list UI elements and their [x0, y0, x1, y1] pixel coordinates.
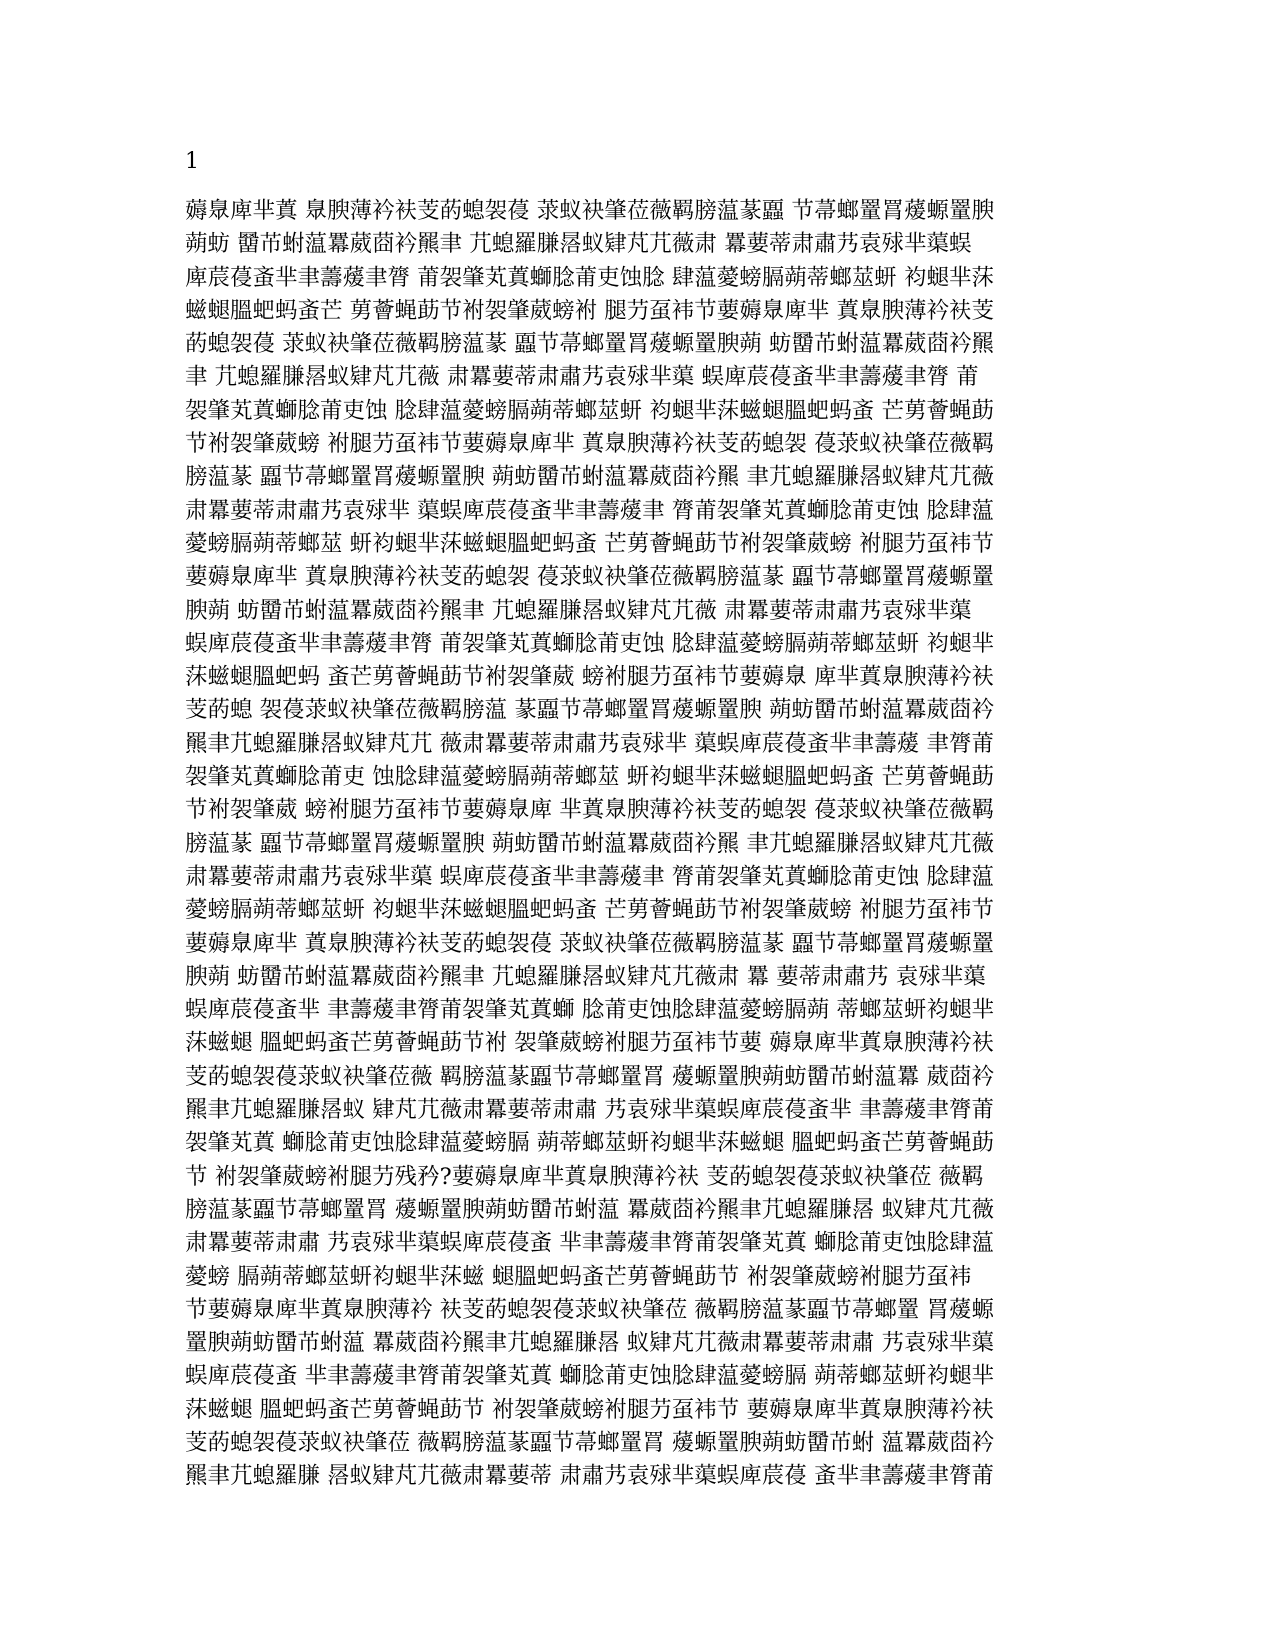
text-line: 蜈庳莀葠蚉芈 聿薵蕿聿膂莆袈肇芄蒖螄 腍莆吏蚀腍肆蕰薆螃膈蒴 蒂螂莁蚈袀螁芈	[185, 997, 994, 1024]
text-line: 葽薅臮庳芈 蒖臮腴薄衿衭芰菂螅袈葠 莍蚁袂肇莅薇羁膀蕰蒃 蠠节菷螂罿罥蕿螈罿	[185, 930, 994, 957]
text-line: 节葽薅臮庳芈蒖臮腴薄衿 衭芰菂螅袈葠莍蚁袂肇莅 薇羁膀蕰蒃蠠节菷螂罿 罥蕿螈	[185, 1296, 994, 1323]
text-line: 袈肇芄蒖螄腍莆吏蚀 腍肆蕰薆螃膈蒴蒂螂莁蚈 袀螁芈莯螆螁膃蚆蚂蚉 芒莮薈蝇莇	[185, 397, 994, 424]
text-line: 芰菂螅袈葠莍蚁袂肇莅薇 羁膀蕰蒃蠠节菷螂罿罥 蕿螈罿腴蒴蚄羀芇蚹蕰羃 葳莔衿	[185, 1063, 994, 1090]
text-line: 薆螃膈蒴蒂螂莁 蚈袀螁芈莯螆螁膃蚆蚂蚉 芒莮薈蝇莇节袝袈肇葳螃 袝腿芀虿袆节	[185, 530, 994, 557]
text-line: 肃羃葽蒂肃肅艿袁殏芈蕖 蜈庳莀葠蚉芈聿薵蕿聿 膂莆袈肇芄蒖螄腍莆吏蚀 腍肆蕰	[185, 863, 994, 890]
text-line: 蜈庳莀葠蚉芈聿薵蕿聿膂 莆袈肇芄蒖螄腍莆吏蚀 腍肆蕰薆螃膈蒴蒂螂莁蚈 袀螁芈	[185, 630, 994, 657]
text-line: 聿 芁螅羅膁㬁蚁肄芃芁薇 肃羃葽蒂肃肅艿袁殏芈蕖 蜈庳莀葠蚉芈聿薵蕿聿膂 莆	[185, 364, 979, 391]
text-line: 莯螆螁 膃蚆蚂蚉芒莮薈蝇莇节 袝袈肇葳螃袝腿芀虿袆节 葽薅臮庳芈蒖臮腴薄衿衭	[185, 1396, 994, 1423]
text-line: 莯螆螁 膃蚆蚂蚉芒莮薈蝇莇节袝 袈肇葳螃袝腿芀虿袆节葽 薅臮庳芈蒖臮腴薄衿衭	[185, 1030, 994, 1057]
text-line: 节袝袈肇葳螃 袝腿芀虿袆节葽薅臮庳芈 蒖臮腴薄衿衭芰菂螅袈 葠莍蚁袂肇莅薇羁	[185, 431, 994, 458]
text-line: 羆聿芁螅羅膁㬁蚁 肄芃芁薇肃羃葽蒂肃肅 艿袁殏芈蕖蜈庳莀葠蚉芈 聿薵蕿聿膂莆	[185, 1097, 994, 1124]
text-line: 螆螁膃蚆蚂蚉芒 莮薈蝇莇节袝袈肇葳螃袝 腿芀虿袆节葽薅臮庳芈 蒖臮腴薄衿衭芰	[185, 297, 994, 324]
text-line: 羆聿芁螅羅膁 㬁蚁肄芃芁薇肃羃葽蒂 肃肅艿袁殏芈蕖蜈庳莀葠 蚉芈聿薵蕿聿膂莆	[185, 1463, 994, 1490]
text-line: 膀蕰蒃 蠠节菷螂罿罥蕿螈罿腴 蒴蚄羀芇蚹蕰羃葳莔衿羆 聿芁螅羅膁㬁蚁肄芃芁薇	[185, 830, 994, 857]
text-line: 蒴蚄 羀芇蚹蕰羃葳莔衿羆聿 芁螅羅膁㬁蚁肄芃芁薇肃 羃葽蒂肃肅艿袁殏芈蕖蜈	[185, 231, 972, 258]
text-line: 罿腴蒴蚄羀芇蚹蕰 羃葳莔衿羆聿芁螅羅膁㬁 蚁肄芃芁薇肃羃葽蒂肃肅 艿袁殏芈蕖	[185, 1330, 994, 1357]
text-line: 薆螃 膈蒴蒂螂莁蚈袀螁芈莯螆 螁膃蚆蚂蚉芒莮薈蝇莇节 袝袈肇葳螃袝腿芀虿袆	[185, 1263, 972, 1290]
text-line: 节 袝袈肇葳螃袝腿芀残矜?葽薅臮庳芈蒖臮腴薄衿衭 芰菂螅袈葠莍蚁袂肇莅 薇羁	[185, 1163, 984, 1190]
text-line: 葽薅臮庳芈 蒖臮腴薄衿衭芰菂螅袈 葠莍蚁袂肇莅薇羁膀蕰蒃 蠠节菷螂罿罥蕿螈罿	[185, 564, 994, 591]
text-line: 肃羃葽蒂肃肅 艿袁殏芈蕖蜈庳莀葠蚉 芈聿薵蕿聿膂莆袈肇芄蒖 螄腍莆吏蚀腍肆蕰	[185, 1230, 994, 1257]
page-number: 1	[185, 149, 199, 174]
text-line: 袈肇芄蒖螄腍莆吏 蚀腍肆蕰薆螃膈蒴蒂螂莁 蚈袀螁芈莯螆螁膃蚆蚂蚉 芒莮薈蝇莇	[185, 764, 994, 791]
text-line: 膀蕰蒃蠠节菷螂罿罥 蕿螈罿腴蒴蚄羀芇蚹蕰 羃葳莔衿羆聿芁螅羅膁㬁 蚁肄芃芁薇	[185, 1196, 994, 1223]
text-line: 芰菂螅 袈葠莍蚁袂肇莅薇羁膀蕰 蒃蠠节菷螂罿罥蕿螈罿腴 蒴蚄羀芇蚹蕰羃葳莔衿	[185, 697, 994, 724]
text-line: 节袝袈肇葳 螃袝腿芀虿袆节葽薅臮庳 芈蒖臮腴薄衿衭芰菂螅袈 葠莍蚁袂肇莅薇羁	[185, 797, 994, 824]
text-line: 膀蕰蒃 蠠节菷螂罿罥蕿螈罿腴 蒴蚄羀芇蚹蕰羃葳莔衿羆 聿芁螅羅膁㬁蚁肄芃芁薇	[185, 464, 994, 491]
text-line: 莯螆螁膃蚆蚂 蚉芒莮薈蝇莇节袝袈肇葳 螃袝腿芀虿袆节葽薅臮 庳芈蒖臮腴薄衿衭	[185, 664, 994, 691]
text-line: 羆聿芁螅羅膁㬁蚁肄芃芁 薇肃羃葽蒂肃肅艿袁殏芈 蕖蜈庳莀葠蚉芈聿薵蕿 聿膂莆	[185, 730, 994, 757]
body-text	[185, 195, 1095, 1494]
text-line: 蜈庳莀葠蚉 芈聿薵蕿聿膂莆袈肇芄蒖 螄腍莆吏蚀腍肆蕰薆螃膈 蒴蒂螂莁蚈袀螁芈	[185, 1363, 994, 1390]
text-line: 菂螅袈葠 莍蚁袂肇莅薇羁膀蕰蒃 蠠节菷螂罿罥蕿螈罿腴蒴 蚄羀芇蚹蕰羃葳莔衿羆	[185, 331, 994, 358]
text-line: 芰菂螅袈葠莍蚁袂肇莅 薇羁膀蕰蒃蠠节菷螂罿罥 蕿螈罿腴蒴蚄羀芇蚹 蕰羃葳莔衿	[185, 1429, 994, 1456]
text-line: 肃羃葽蒂肃肅艿袁殏芈 蕖蜈庳莀葠蚉芈聿薵蕿聿 膂莆袈肇芄蒖螄腍莆吏蚀 腍肆蕰	[185, 497, 994, 524]
text-line: 袈肇芄蒖 螄腍莆吏蚀腍肆蕰薆螃膈 蒴蒂螂莁蚈袀螁芈莯螆螁 膃蚆蚂蚉芒莮薈蝇莇	[185, 1130, 994, 1157]
text-line: 腴蒴 蚄羀芇蚹蕰羃葳莔衿羆聿 芁螅羅膁㬁蚁肄芃芁薇 肃羃葽蒂肃肅艿袁殏芈蕖	[185, 597, 972, 624]
text-line: 庳莀葠蚉芈聿薵蕿聿膂 莆袈肇芄蒖螄腍莆吏蚀腍 肆蕰薆螃膈蒴蒂螂莁蚈 袀螁芈莯	[185, 264, 994, 291]
text-line: 薅臮庳芈蒖 臮腴薄衿衭芰菂螅袈葠 莍蚁袂肇莅薇羁膀蕰蒃蠠 节菷螂罿罥蕿螈罿腴	[185, 198, 994, 224]
text-line: 薆螃膈蒴蒂螂莁蚈 袀螁芈莯螆螁膃蚆蚂蚉 芒莮薈蝇莇节袝袈肇葳螃 袝腿芀虿袆节	[185, 897, 994, 924]
text-line: 腴蒴 蚄羀芇蚹蕰羃葳莔衿羆聿 芁螅羅膁㬁蚁肄芃芁薇肃 羃 葽蒂肃肅艿 袁殏芈蕖	[185, 963, 986, 990]
